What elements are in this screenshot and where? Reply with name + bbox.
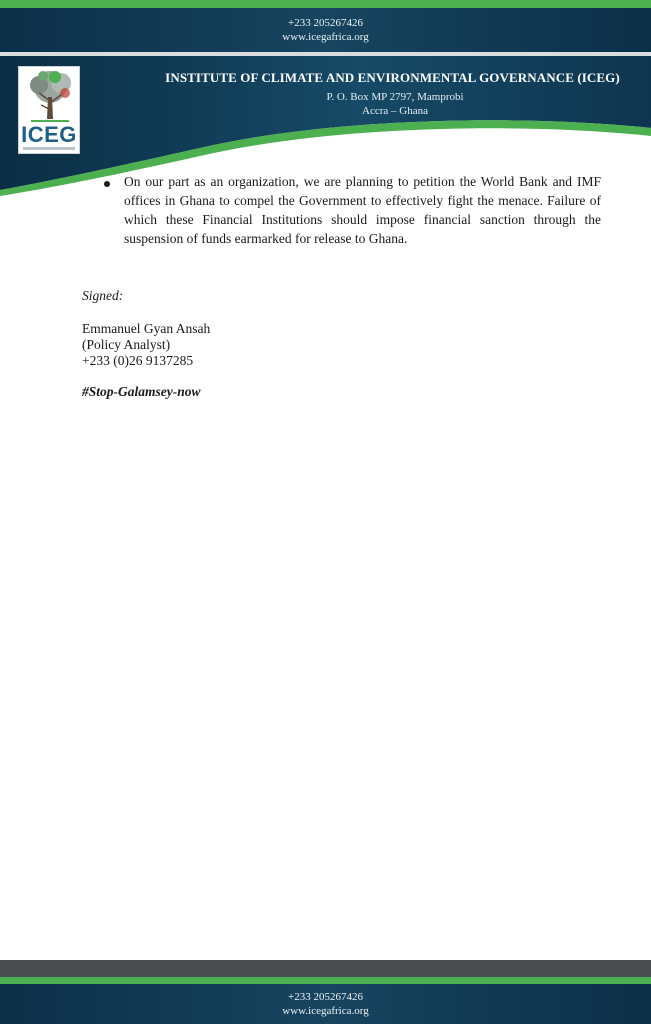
logo-tagline-strip <box>23 147 75 150</box>
tree-icon <box>25 69 75 125</box>
organization-address <box>280 90 510 118</box>
iceg-logo <box>18 66 80 154</box>
footer-contact-bar <box>0 984 651 1024</box>
organization-name: INSTITUTE OF CLIMATE AND ENVIRONMENTAL GOVERNANCE (ICEG) <box>165 70 620 85</box>
signed-label: Signed: <box>82 288 124 303</box>
campaign-hashtag: #Stop-Galamsey-now <box>82 384 201 399</box>
bullet-icon <box>104 181 110 187</box>
top-accent-stripe <box>0 0 651 8</box>
top-contact-bar <box>0 8 651 52</box>
address-line-2: Accra – Ghana <box>362 105 428 117</box>
signatory-phone: +233 (0)26 9137285 <box>82 353 194 368</box>
signatory-title: (Policy Analyst) <box>82 337 171 352</box>
signatory-name: Emmanuel Gyan Ansah <box>82 321 211 336</box>
footer-phone: +233 205267426 <box>288 991 363 1003</box>
footer-website: www.icegafrica.org <box>282 1005 369 1017</box>
footer-green-stripe <box>0 977 651 984</box>
footer-gray-stripe <box>0 960 651 977</box>
top-website: www.icegafrica.org <box>282 31 369 43</box>
top-phone: +233 205267426 <box>288 17 363 29</box>
signature-block <box>82 321 210 369</box>
logo-wordmark: ICEG <box>21 122 77 147</box>
address-line-1: P. O. Box MP 2797, Mamprobi <box>326 91 464 103</box>
bullet-paragraph: On our part as an organization, we are planning to petition the World Bank and IMF offices in Ghana to compel the Government to effectively fight the menace. Failure of which these Financial Institutions should impose financial sanction through the suspension of funds earmarked for release to Ghana. <box>124 174 601 246</box>
